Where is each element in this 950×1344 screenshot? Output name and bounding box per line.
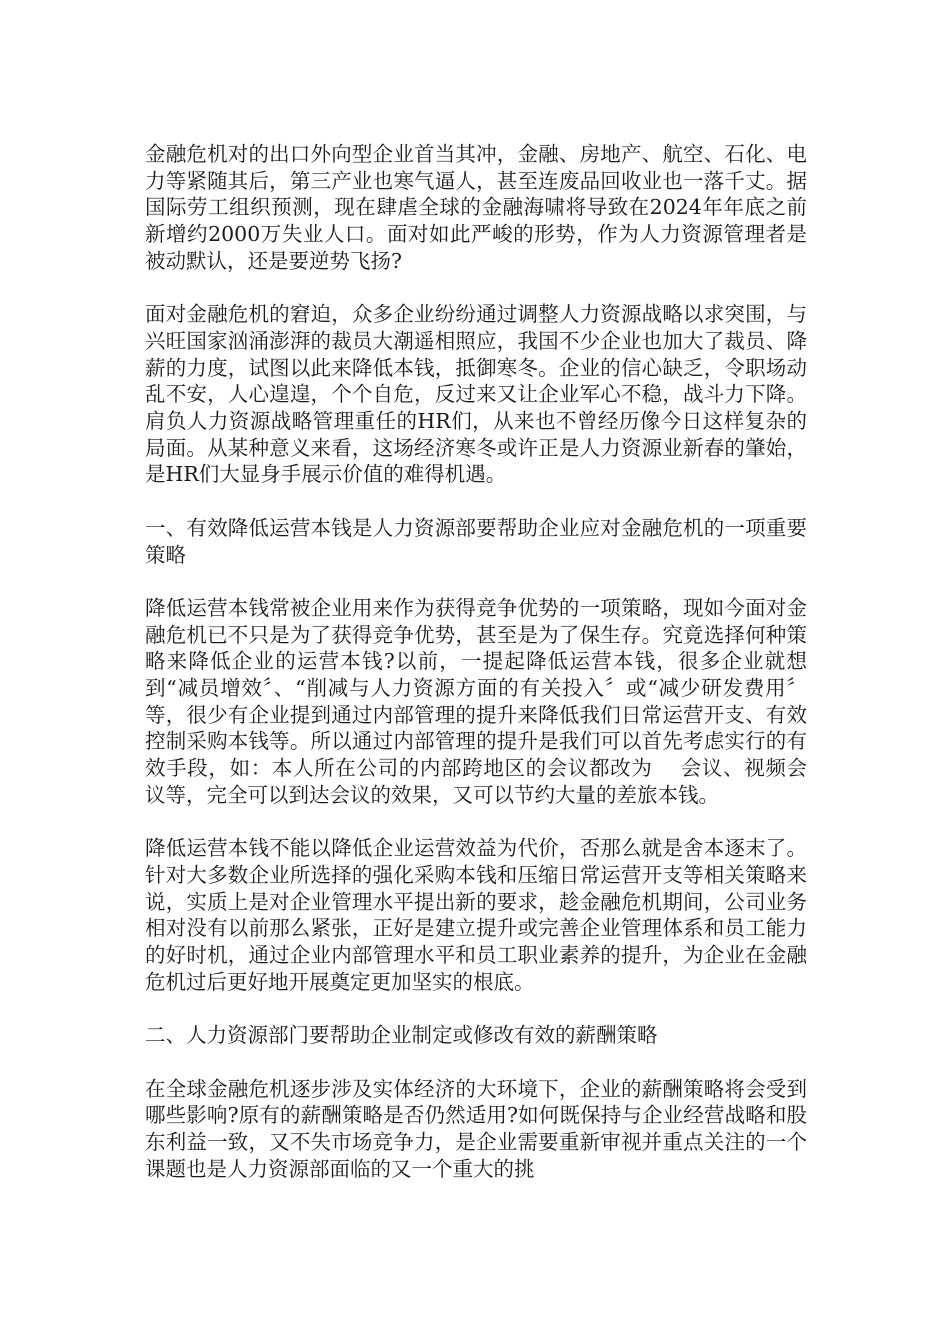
paragraph-cost-efficiency: 降低运营本钱不能以降低企业运营效益为代价，否那么就是舍本逐末了。针对大多数企业所选择的强化采购本钱和压缩日常运营开支等相关策略来说，实质上是对企业管理水平提出新的要求，趁金融危机期间，公司业务相对没有以前那么紧张，正好是建立提升或完善企业管理体系和员工能力的好时机，通过企业内部管理水平和员工职业素养的提升，为企业在金融危机过后更好地开展奠定更加坚实的根底。 xyxy=(145,836,807,994)
paragraph-cost-strategy: 降低运营本钱常被企业用来作为获得竞争优势的一项策略，现如今面对金融危机已不只是为了获得竞争优势，甚至是为了保生存。究竟选择何种策略来降低企业的运营本钱?以前，一提起降低运营本钱，很多企业就想到“减员增效〞、“削减与人力资源方面的有关投入〞或“减少研发费用〞等，很少有企业提到通过内部管理的提升来降低我们日常运营开支、有效控制采购本钱等。所以通过内部管理的提升是我们可以首先考虑实行的有效手段，如：本人所在公司的内部跨地区的会议都改为 会议、视频会议等，完全可以到达会议的效果，又可以节约大量的差旅本钱。 xyxy=(145,595,807,807)
paragraph-salary-strategy: 在全球金融危机逐步涉及实体经济的大环境下，企业的薪酬策略将会受到哪些影响?原有的薪酬策略是否仍然适用?如何既保持与企业经营战略和股东利益一致，又不失市场竞争力，是企业需要重新审视并重点关注的一个课题也是人力资源部面临的又一个重大的挑 xyxy=(145,1076,807,1181)
document-body xyxy=(145,141,807,1209)
paragraph-intro: 金融危机对的出口外向型企业首当其冲，金融、房地产、航空、石化、电力等紧随其后，第三产业也寒气逼人，甚至连废品回收业也一落千丈。据国际劳工组织预测，现在肆虐全球的金融海啸将导致在2024年年底之前新增约2000万失业人口。面对如此严峻的形势，作为人力资源管理者是被动默认，还是要逆势飞扬? xyxy=(145,142,807,273)
paragraph-hr-strategy: 面对金融危机的窘迫，众多企业纷纷通过调整人力资源战略以求突围，与兴旺国家汹涌澎湃的裁员大潮遥相照应，我国不少企业也加大了裁员、降薪的力度，试图以此来降低本钱，抵御寒冬。企业的信心缺乏，令职场动乱不安，人心遑遑，个个自危，反过来又让企业军心不稳，战斗力下降。肩负人力资源战略管理重任的HR们，从来也不曾经历像今日这样复杂的局面。从某种意义来看，这场经济寒冬或许正是人力资源业新春的肇始，是HR们大显身手展示价值的难得机遇。 xyxy=(145,302,807,487)
section-heading-2: 二、人力资源部门要帮助企业制定或修改有效的薪酬策略 xyxy=(145,1023,658,1048)
section-heading-1: 一、有效降低运营本钱是人力资源部要帮助企业应对金融危机的一项重要策略 xyxy=(145,515,807,567)
